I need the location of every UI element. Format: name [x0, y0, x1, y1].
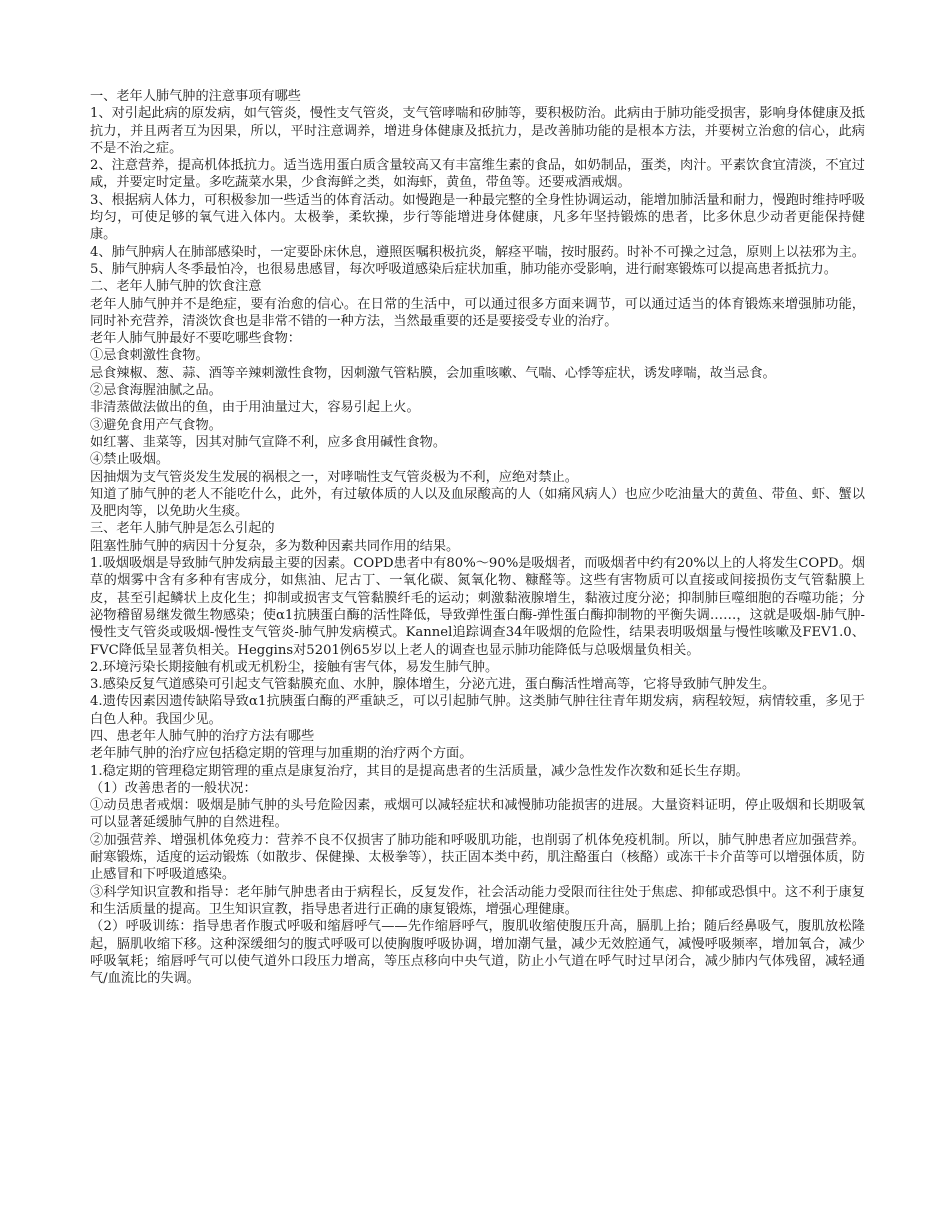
- paragraph: 1.稳定期的管理稳定期管理的重点是康复治疗，其目的是提高患者的生活质量，减少急性发作次数和延长生存期。: [90, 763, 749, 779]
- paragraph: 如红薯、韭菜等，因其对肺气宣降不利，应多食用碱性食物。: [90, 434, 447, 450]
- paragraph: 3、根据病人体力，可积极参加一些适当的体育活动。如慢跑是一种最完整的全身性协调运动，能增加肺活量和耐力，慢跑时维持呼吸均匀，可使足够的氧气进入体内。太极拳，柔软操，步行等能增进身体健康，凡多年坚持锻炼的患者，比多休息少动者更能保持健康。: [90, 192, 865, 243]
- paragraph: 4.遗传因素因遗传缺陷导致α1抗胰蛋白酶的严重缺乏，可以引起肺气肿。这类肺气肿往往青年期发病，病程较短，病情较重，多见于白色人种。我国少见。: [90, 694, 865, 727]
- paragraph: 阻塞性肺气肿的病因十分复杂，多为数种因素共同作用的结果。: [90, 538, 460, 554]
- heading-section-4: 四、患老年人肺气肿的治疗方法有哪些: [90, 728, 315, 744]
- heading-section-3: 三、老年人肺气肿是怎么引起的: [90, 521, 275, 537]
- subheading: （1）改善患者的一般状况：: [90, 780, 257, 796]
- paragraph: 知道了肺气肿的老人不能吃什么，此外，有过敏体质的人以及血尿酸高的人（如痛风病人）也应少吃油量大的黄鱼、带鱼、虾、蟹以及肥肉等，以免助火生痰。: [90, 486, 865, 520]
- paragraph: 非清蒸做法做出的鱼，由于用油量过大，容易引起上火。: [90, 400, 420, 416]
- paragraph: ③科学知识宣教和指导：老年肺气肿患者由于病程长，反复发作，社会活动能力受限而往往处于焦虑、抑郁或恐惧中。这不利于康复和生活质量的提高。卫生知识宣教，指导患者进行正确的康复锻炼，增强心理健康。: [90, 884, 865, 917]
- heading-section-2: 二、老年人肺气肿的饮食注意: [90, 279, 262, 295]
- paragraph: 3.感染反复气道感染可引起支气管黏膜充血、水肿，腺体增生，分泌亢进，蛋白酶活性增高等，它将导致肺气肿发生。: [90, 677, 776, 693]
- paragraph: ②加强营养、增强机体免疫力：营养不良不仅损害了肺功能和呼吸肌功能，也削弱了机体免疫机制。所以，肺气肿患者应加强营养。耐寒锻炼，适度的运动锻炼（如散步、保健操、太极拳等），扶正固本类中药，肌注酪蛋白（核酪）或冻干卡介苗等可以增强体质，防止感冒和下呼吸道感染。: [90, 832, 865, 883]
- paragraph: 2、注意营养，提高机体抵抗力。适当选用蛋白质含量较高又有丰富维生素的食品，如奶制品，蛋类，肉汁。平素饮食宜清淡，不宜过咸，并要定时定量。多吃蔬菜水果，少食海鲜之类，如海虾，黄鱼，带鱼等。还要戒酒戒烟。: [90, 158, 865, 191]
- paragraph: 因抽烟为支气管炎发生发展的祸根之一，对哮喘性支气管炎极为不利，应绝对禁止。: [90, 469, 578, 485]
- paragraph: 老年肺气肿的治疗应包括稳定期的管理与加重期的治疗两个方面。: [90, 746, 473, 762]
- document-body: [90, 88, 865, 987]
- heading-section-1: 一、老年人肺气肿的注意事项有哪些: [90, 89, 301, 104]
- list-item-heading: ④禁止吸烟。: [90, 452, 170, 468]
- paragraph: （2）呼吸训练：指导患者作腹式呼吸和缩唇呼气——先作缩唇呼气，腹肌收缩使腹压升高，膈肌上抬；随后经鼻吸气，腹肌放松隆起，膈肌收缩下移。这种深缓细匀的腹式呼吸可以使胸腹呼吸协调，增加潮气量，减少无效腔通气，减慢呼吸频率，增加氧合，减少呼吸氧耗；缩唇呼气可以使气道外口段压力增高，等压点移向中央气道，防止小气道在呼气时过早闭合，减少肺内气体残留，减轻通气/血流比的失调。: [90, 919, 865, 987]
- paragraph: 老年人肺气肿最好不要吃哪些食物：: [90, 331, 301, 347]
- paragraph: 4、肺气肿病人在肺部感染时，一定要卧床休息，遵照医嘱积极抗炎，解痉平喘，按时服药。时补不可操之过急，原则上以祛邪为主。5、肺气肿病人冬季最怕冷，也很易患感冒，每次呼吸道感染后症状加重，肺功能亦受影响，进行耐寒锻炼可以提高患者抵抗力。: [90, 244, 865, 277]
- paragraph: 老年人肺气肿并不是绝症，要有治愈的信心。在日常的生活中，可以通过很多方面来调节，可以通过适当的体育锻炼来增强肺功能，同时补充营养，清淡饮食也是非常不错的一种方法，当然最重要的还是要接受专业的治疗。: [90, 296, 865, 329]
- list-item-heading: ②忌食海腥油腻之品。: [90, 383, 222, 399]
- list-item-heading: ①忌食刺激性食物。: [90, 348, 209, 364]
- paragraph: 1.吸烟吸烟是导致肺气肿发病最主要的因素。COPD患者中有80%～90%是吸烟者，而吸烟者中约有20%以上的人将发生COPD。烟草的烟雾中含有多种有害成分，如焦油、尼古丁、一氧化碳、氮氧化物、糠醛等。这些有害物质可以直接或间接损伤支气管黏膜上皮，甚至引起鳞状上皮化生；抑制或损害支气管黏膜纤毛的运动；刺激黏液腺增生，黏液过度分泌；抑制肺巨噬细胞的吞噬功能；分泌物稽留易继发微生物感染；使α1抗胰蛋白酶的活性降低，导致弹性蛋白酶-弹性蛋白酶抑制物的平衡失调……，这就是吸烟-肺气肿-慢性支气管炎或吸烟-慢性支气管炎-肺气肿发病模式。Kannel追踪调查34年吸烟的危险性，结果表明吸烟量与慢性咳嗽及FEV1.0、FVC降低呈显著负相关。Heggins对5201例65岁以上老人的调查也显示肺功能降低与总吸烟量负相关。: [90, 556, 865, 658]
- paragraph: 1、对引起此病的原发病，如气管炎，慢性支气管炎，支气管哮喘和矽肺等，要积极防治。此病由于肺功能受损害，影响身体健康及抵抗力，并且两者互为因果，所以，平时注意调养，增进身体健康及抵抗力，是改善肺功能的是根本方法，并要树立治愈的信心，此病不是不治之症。: [90, 106, 865, 156]
- paragraph: 2.环境污染长期接触有机或无机粉尘，接触有害气体，易发生肺气肿。: [90, 659, 499, 675]
- paragraph: ①动员患者戒烟：吸烟是肺气肿的头号危险因素，戒烟可以减轻症状和减慢肺功能损害的进展。大量资料证明，停止吸烟和长期吸氧可以显著延缓肺气肿的自然进程。: [90, 798, 865, 831]
- list-item-heading: ③避免食用产气食物。: [90, 417, 222, 433]
- paragraph: 忌食辣椒、葱、蒜、酒等辛辣刺激性食物，因刺激气管粘膜，会加重咳嗽、气喘、心悸等症状，诱发哮喘，故当忌食。: [90, 365, 776, 381]
